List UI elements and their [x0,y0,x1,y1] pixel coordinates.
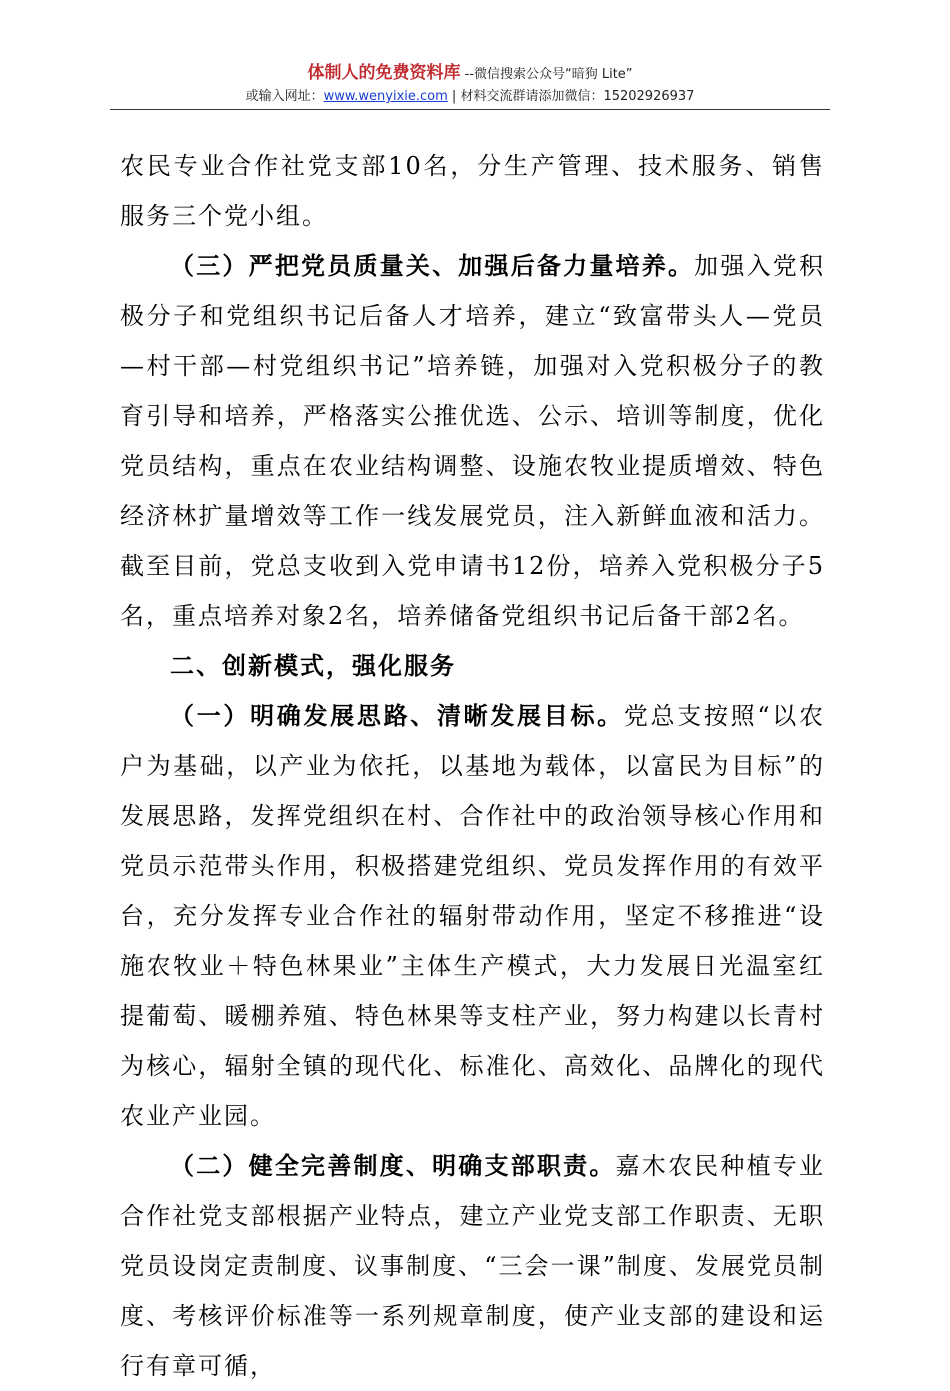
paragraph-continued: 农民专业合作社党支部10名，分生产管理、技术服务、销售服务三个党小组。 [120,152,825,230]
url-prefix: 或输入网址： [245,89,324,104]
website-link[interactable]: www.wenyixie.com [323,89,448,104]
paragraph-development-goals-text: 党总支按照“以农户为基础，以产业为依托，以基地为载体，以富民为目标”的发展思路，发挥党组织在村、合作社中的政治领导核心作用和党员示范带头作用，积极搭建党组织、党员发挥作用的有效平台，充分发挥专业合作社的辐射带动作用，坚定不移推进“设施农牧业＋特色林果业”主体生产模式，大力发展日光温室红提葡萄、暖棚养殖、特色林果等支柱产业，努力构建以长青村为核心，辐射全镇的现代化、标准化、高效化、品牌化的现代农业产业园。 [120,702,825,1130]
section-heading: 二、创新模式，强化服务 [170,652,456,680]
header-divider [110,109,830,110]
paragraph-development-goals-title: （一）明确发展思路、清晰发展目标。 [170,701,624,730]
document-body [120,141,825,1391]
paragraph-member-quality [120,241,825,641]
paragraph-system-duties [120,1141,825,1391]
paragraph-system-duties-title: （二）健全完善制度、明确支部职责。 [170,1151,616,1180]
contact-info: | 材料交流群请添加微信：15202926937 [447,89,695,104]
header-contact-line [110,88,830,106]
paragraph-member-quality-title: （三）严把党员质量关、加强后备力量培养。 [170,251,695,280]
brand-title: 体制人的免费资料库 [307,63,461,83]
paragraph-member-quality-text: 加强入党积极分子和党组织书记后备人才培养，建立“致富带头人—党员—村干部—村党组织书记”培养链，加强对入党积极分子的教育引导和培养，严格落实公推优选、公示、培训等制度，优化党员结构，重点在农业结构调整、设施农牧业提质增效、特色经济林扩量增效等工作一线发展党员，注入新鲜血液和活力。截至目前，党总支收到入党申请书12份，培养入党积极分子5名，重点培养对象2名，培养储备党组织书记后备干部2名。 [120,252,826,630]
header-banner [110,62,830,86]
paragraph-system-duties-text: 嘉木农民种植专业合作社党支部根据产业特点，建立产业党支部工作职责、无职党员设岗定责制度、议事制度、“三会一课”制度、发展党员制度、考核评价标准等一系列规章制度，使产业支部的建设和运行有章可循， [120,1152,826,1380]
page-header [110,62,830,106]
paragraph-development-goals [120,691,825,1141]
header-tagline: --微信搜索公众号“暗狗 Lite” [460,67,633,82]
